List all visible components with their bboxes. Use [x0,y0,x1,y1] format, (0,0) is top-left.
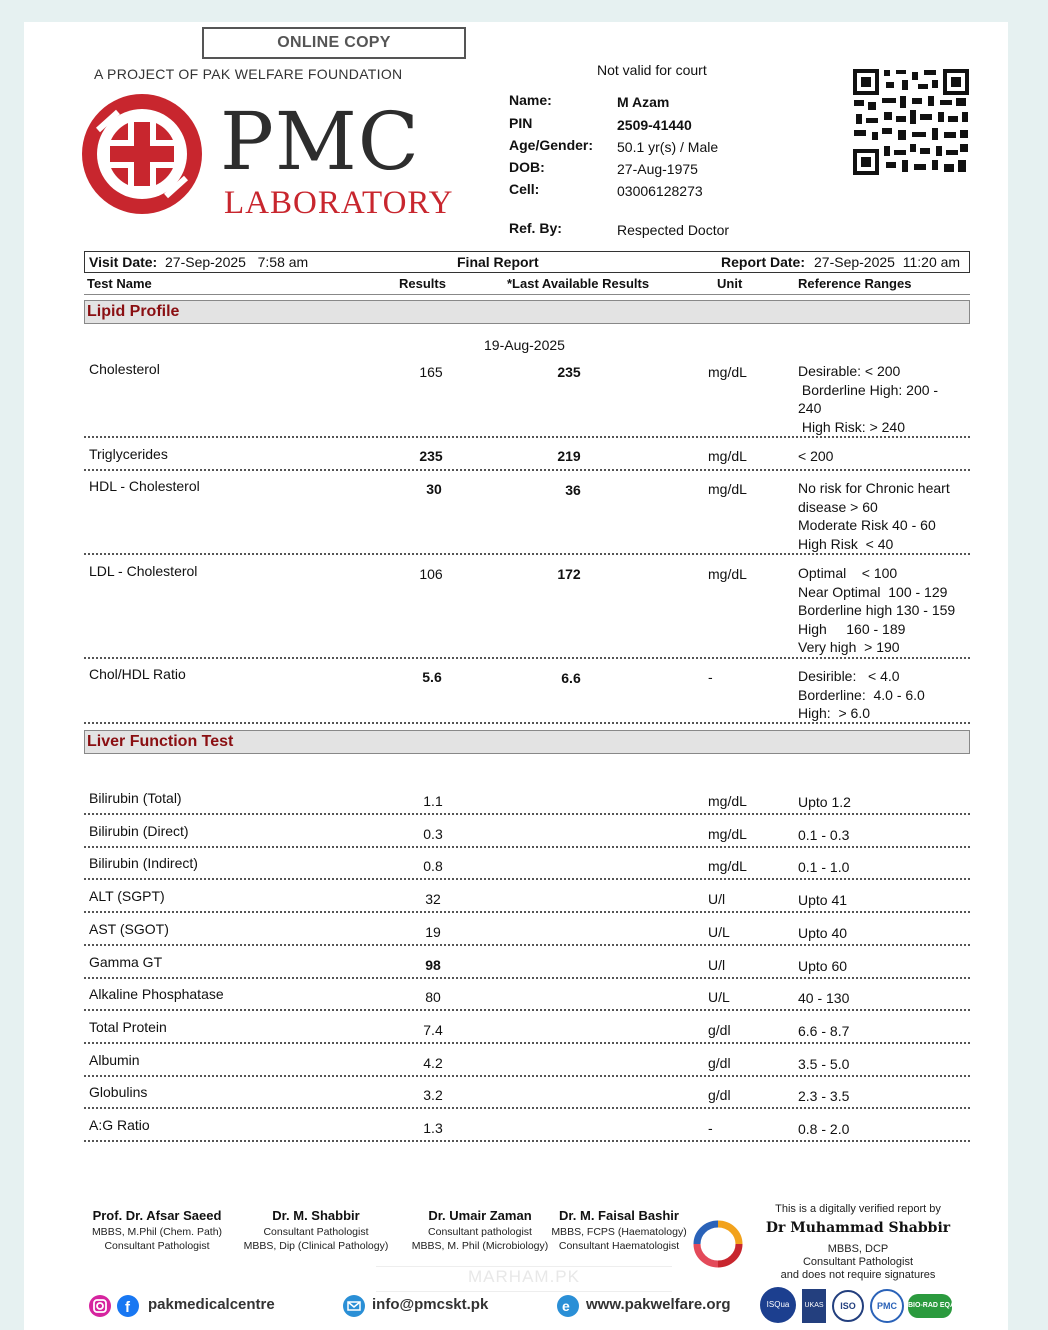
test-result: 7.4 [423,1021,443,1038]
test-unit: U/l [708,956,726,973]
test-name: Bilirubin (Indirect) [89,855,198,872]
test-unit: mg/dL [708,566,747,582]
test-name: Albumin [89,1051,140,1068]
section-liver-function: Liver Function Test [84,730,970,754]
test-unit: mg/dL [708,364,747,380]
logo-laboratory-text: LABORATORY [224,185,454,221]
verify-title: Consultant Pathologist [802,1256,914,1268]
test-unit: - [708,669,713,685]
test-name: Globulins [89,1084,148,1101]
patient-age: 50.1 yr(s) / Male [617,139,719,155]
ukas-badge-icon: UKAS [802,1289,826,1323]
test-result: 98 [425,956,441,973]
doctor-title: Consultant Haematologist [558,1240,680,1252]
test-unit: g/dl [708,1087,731,1104]
doctor-qualification: MBBS, FCPS (Haematology) [551,1226,687,1238]
isqua-badge-icon: ISQua [760,1287,796,1323]
report-date-label: Report Date: [721,254,806,270]
test-reference: No risk for Chronic heart disease > 60 Moderate Risk 40 - 60 High Risk < 40 [798,480,950,552]
test-name: Triglycerides [89,446,168,462]
row-divider [84,436,970,438]
doctor-title: Consultant pathologist [428,1226,532,1238]
test-result: 4.2 [423,1054,443,1071]
test-name: Chol/HDL Ratio [89,666,186,682]
test-last-result: 219 [557,448,581,464]
pin-label: PIN [509,115,533,131]
test-last-result: 235 [557,364,581,380]
row-divider [84,944,970,946]
test-reference: Upto 1.2 [798,794,851,810]
col-reference: Reference Ranges [798,276,912,291]
test-reference: 40 - 130 [798,990,850,1007]
doctor-name: Dr. M. Shabbir [272,1208,360,1223]
row-divider [84,1107,970,1109]
test-result: 165 [419,364,443,380]
not-valid-note: Not valid for court [597,62,707,78]
online-copy-banner: ONLINE COPY [202,27,466,59]
row-divider [84,657,970,659]
visit-date-label: Visit Date: [89,254,158,270]
test-reference: Upto 40 [798,924,848,941]
iso-badge-icon: ISO [832,1290,864,1322]
age-label: Age/Gender: [509,137,594,153]
pmc-logo-icon [78,92,206,216]
test-name: HDL - Cholesterol [89,478,200,494]
test-unit: - [708,1120,713,1136]
test-reference: 3.5 - 5.0 [798,1055,850,1072]
name-label: Name: [509,92,552,108]
project-line: A PROJECT OF PAK WELFARE FOUNDATION [94,66,403,82]
test-unit: U/L [708,923,730,940]
test-reference: 2.3 - 3.5 [798,1088,850,1105]
test-result: 30 [426,481,442,497]
doctor-title: Consultant Pathologist [104,1240,210,1252]
test-reference: Desirible: < 4.0 Borderline: 4.0 - 6.0 High: > 6.0 [798,668,925,721]
test-result: 19 [425,923,441,940]
ref-by: Respected Doctor [617,222,730,238]
row-divider [84,469,970,471]
row-divider [84,878,970,880]
test-unit: mg/dL [708,793,747,809]
header-underline [84,294,970,295]
qr-code-icon [852,68,970,176]
test-name: AST (SGOT) [89,920,169,937]
email-link[interactable]: info@pmcskt.pk [372,1296,489,1313]
svg-text:e: e [562,1298,570,1314]
test-result: 1.1 [423,793,443,809]
verify-note: and does not require signatures [780,1269,936,1281]
test-result: 80 [425,989,441,1006]
cell-label: Cell: [509,181,540,197]
dob-label: DOB: [509,159,545,175]
patient-name: M Azam [617,94,670,110]
row-divider [84,1075,970,1077]
report-title: Final Report [457,254,539,270]
row-divider [84,846,970,848]
test-unit: g/dl [708,1054,731,1071]
test-reference: Upto 60 [798,957,848,974]
patient-pin: 2509-41440 [617,117,692,133]
row-divider [84,911,970,913]
test-name: Bilirubin (Direct) [89,822,189,839]
row-divider [84,553,970,555]
test-reference: 0.1 - 0.3 [798,826,850,843]
test-name: Cholesterol [89,361,160,377]
pmc-badge-icon: PMC [870,1289,904,1323]
doctor-name: Dr. Umair Zaman [428,1208,532,1223]
doctor-qualification: MBBS, M.Phil (Chem. Path) [91,1226,223,1238]
test-reference: 6.6 - 8.7 [798,1022,850,1039]
test-unit: mg/dL [708,858,747,875]
doctor-qualification: MBBS, Dip (Clinical Pathology) [243,1240,389,1252]
last-results-date: 19-Aug-2025 [484,337,565,353]
email-icon[interactable] [343,1295,365,1317]
test-result: 0.3 [423,825,443,842]
col-unit: Unit [717,276,743,291]
col-test-name: Test Name [87,276,152,291]
facebook-icon[interactable] [117,1295,139,1317]
test-last-result: 172 [557,566,581,582]
test-name: LDL - Cholesterol [89,563,198,579]
svg-text:f: f [125,1299,130,1316]
report-date-value: 27-Sep-2025 11:20 am [814,254,961,270]
website-link[interactable]: www.pakwelfare.org [586,1296,731,1313]
doctor-qualification: MBBS, M. Phil (Microbiology) [411,1240,549,1252]
verify-line: This is a digitally verified report by [775,1203,941,1215]
test-reference: Upto 41 [798,892,848,909]
test-reference: < 200 [798,448,834,464]
test-name: ALT (SGPT) [89,888,165,905]
watermark: MARHAM.PK [376,1266,672,1292]
biorad-eqas-badge-icon: BIO-RAD EQAS [908,1294,952,1318]
test-reference: 0.1 - 1.0 [798,859,850,876]
ref-label: Ref. By: [509,220,562,236]
row-divider [84,813,970,815]
test-unit: mg/dL [708,481,747,497]
test-name: Total Protein [89,1018,167,1035]
verify-qualification: MBBS, DCP [827,1243,889,1255]
section-lipid-profile: Lipid Profile [84,300,970,324]
row-divider [84,722,970,724]
doctor-title: Consultant Pathologist [263,1226,369,1238]
test-result: 106 [419,566,443,582]
instagram-icon[interactable] [89,1295,111,1317]
report-header-box [84,251,970,273]
test-name: Gamma GT [89,953,163,970]
test-result: 0.8 [423,858,443,875]
row-divider [84,1140,970,1142]
pmc-small-logo-icon [689,1222,747,1266]
test-result: 1.3 [423,1120,443,1136]
test-last-result: 36 [565,482,581,498]
verify-doctor: Dr Muhammad Shabbir [765,1220,951,1236]
test-result: 5.6 [422,669,442,685]
web-icon[interactable] [557,1295,579,1317]
test-result: 3.2 [423,1087,443,1104]
test-unit: g/dl [708,1021,731,1038]
test-name: A:G Ratio [89,1117,150,1133]
test-reference: Desirable: < 200 Borderline High: 200 - 240 High Risk: > 240 [798,363,939,435]
col-results: Results [399,276,446,291]
test-reference: 0.8 - 2.0 [798,1121,850,1137]
test-name: Alkaline Phosphatase [89,986,224,1003]
row-divider [84,977,970,979]
logo-pmc-text: PMC [220,95,420,188]
test-unit: U/l [708,891,726,908]
test-result: 235 [419,448,443,464]
test-last-result: 6.6 [561,670,581,686]
patient-cell: 03006128273 [617,183,703,199]
visit-date-value: 27-Sep-2025 7:58 am [165,254,309,270]
test-unit: mg/dL [708,825,747,842]
doctor-name: Prof. Dr. Afsar Saeed [92,1208,222,1223]
col-last-results: *Last Available Results [507,276,650,291]
test-result: 32 [425,891,441,908]
social-handle[interactable]: pakmedicalcentre [148,1296,275,1313]
test-name: Bilirubin (Total) [89,790,182,806]
patient-dob: 27-Aug-1975 [617,161,698,177]
row-divider [84,1009,970,1011]
test-reference: Optimal < 100 Near Optimal 100 - 129 Borderline high 130 - 159 High 160 - 189 Very high > 190 [798,565,956,655]
row-divider [84,1042,970,1044]
test-unit: U/L [708,989,730,1006]
test-unit: mg/dL [708,448,747,464]
doctor-name: Dr. M. Faisal Bashir [559,1208,679,1223]
